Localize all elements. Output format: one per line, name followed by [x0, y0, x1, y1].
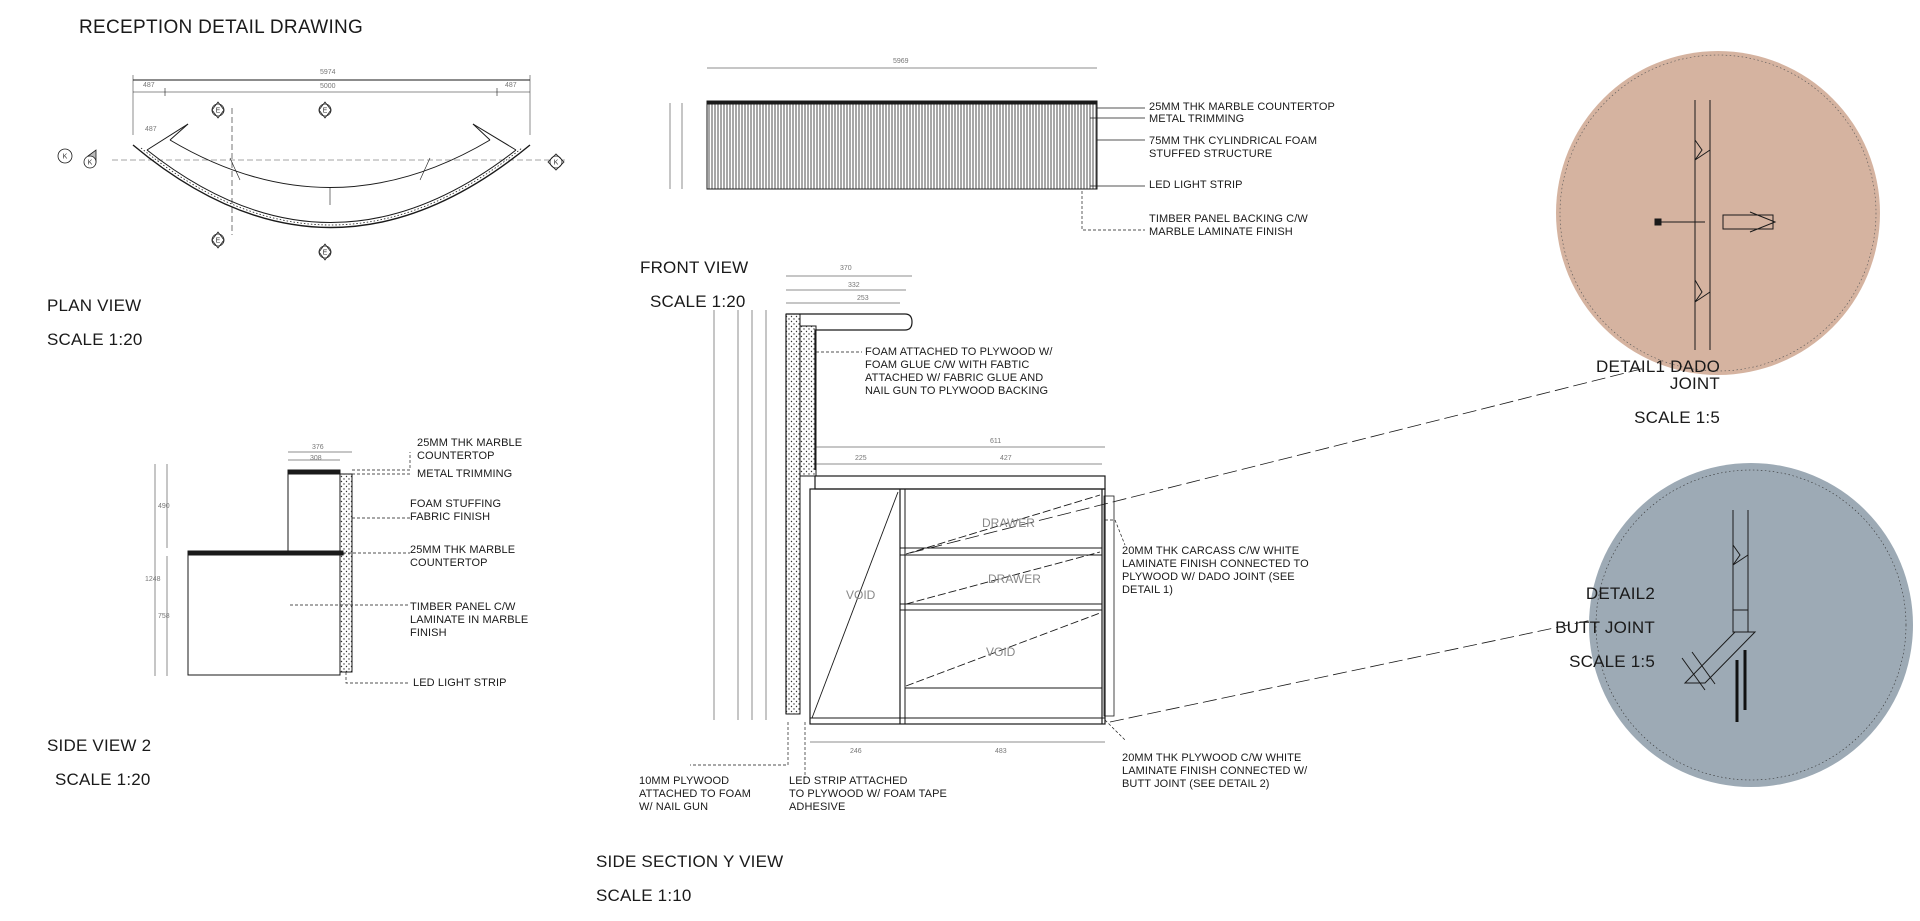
front-dim-width: 5969 — [893, 58, 909, 65]
dim-overall: 5974 — [320, 69, 336, 76]
section-marker-icon — [212, 102, 224, 118]
plan-view-name: PLAN VIEW — [47, 296, 142, 315]
dim-left: 487 — [143, 82, 155, 89]
side2-note-foam: FOAM STUFFING FABRIC FINISH — [410, 498, 502, 523]
marker-letter: E — [322, 107, 328, 115]
front-note-foam: 75MM THK CYLINDRICAL FOAM STUFFED STRUCTURE — [1149, 135, 1318, 160]
front-view-name: FRONT VIEW — [640, 258, 749, 277]
section-dim-bot2: 483 — [995, 748, 1007, 755]
side-view-2 — [155, 452, 410, 683]
detail2-name: DETAIL2 — [1585, 584, 1655, 603]
section-note-foam: FOAM ATTACHED TO PLYWOOD W/ FOAM GLUE C/W WITH FABTIC ATTACHED W/ FABRIC GLUE AND NAIL GUN TO PLYWOOD BACKING — [865, 346, 1053, 397]
side2-scale: SCALE 1:20 — [55, 770, 151, 789]
side2-note-marble: 25MM THK MARBLE COUNTERTOP — [417, 437, 523, 462]
marker-letter: E — [215, 107, 221, 115]
side2-note-led: LED LIGHT STRIP — [413, 677, 507, 689]
side-section-y — [690, 276, 1645, 778]
section-dim-d2: 332 — [848, 282, 860, 289]
section-note-10mm: 10MM PLYWOOD ATTACHED TO FOAM W/ NAIL GUN — [639, 775, 752, 813]
void-label-2: VOID — [986, 645, 1016, 659]
section-marker-icon — [212, 232, 224, 248]
drawer-label-2: DRAWER — [988, 572, 1041, 586]
section-note-led: LED STRIP ATTACHED TO PLYWOOD W/ FOAM TAPE ADHESIVE — [789, 775, 947, 813]
front-view-scale: SCALE 1:20 — [650, 292, 746, 311]
section-dim-top: 370 — [840, 265, 852, 272]
front-note-marble: 25MM THK MARBLE COUNTERTOP — [1149, 101, 1335, 113]
section-name: SIDE SECTION Y VIEW — [596, 852, 784, 871]
plan-view-scale: SCALE 1:20 — [47, 330, 143, 349]
side2-dim-top: 376 — [312, 444, 324, 451]
plan-view — [112, 75, 565, 235]
marker-letter: K — [553, 159, 559, 167]
front-note-metal: METAL TRIMMING — [1149, 113, 1245, 125]
section-note-carcass: 20MM THK CARCASS C/W WHITE LAMINATE FINISH CONNECTED TO PLYWOOD W/ DADO JOINT (SEE DETAIL 1) — [1122, 545, 1309, 596]
front-note-led: LED LIGHT STRIP — [1149, 179, 1243, 191]
detail1-label — [1550, 341, 1720, 443]
section-scale: SCALE 1:10 — [596, 886, 692, 905]
detail1-circle — [1556, 51, 1880, 375]
drawer-label-1: DRAWER — [982, 516, 1035, 530]
side2-note-timber: TIMBER PANEL C/W LAMINATE IN MARBLE FINISH — [410, 601, 529, 639]
section-dim-b: 427 — [1000, 455, 1012, 462]
marker-letter: K — [62, 153, 68, 161]
dim-seg: 487 — [145, 126, 157, 133]
detail1-name: DETAIL1 DADO JOINT — [1596, 357, 1720, 393]
side2-note-marble2: 25MM THK MARBLE COUNTERTOP — [410, 544, 516, 569]
page-title: RECEPTION DETAIL DRAWING — [79, 17, 364, 38]
marker-letter: K — [87, 159, 93, 167]
marker-letter: E — [322, 249, 328, 257]
front-note-timber: TIMBER PANEL BACKING C/W MARBLE LAMINATE FINISH — [1149, 213, 1308, 238]
detail2-sub: BUTT JOINT — [1555, 618, 1655, 637]
detail1-scale: SCALE 1:5 — [1634, 408, 1720, 427]
section-dim-a: 225 — [855, 455, 867, 462]
side2-dim-h1: 490 — [158, 503, 170, 510]
detail1-fill — [1556, 51, 1880, 375]
void-label-1: VOID — [846, 588, 876, 602]
plan-markers — [58, 102, 564, 260]
front-view-label — [640, 242, 748, 327]
plan-view-label — [47, 280, 143, 365]
side2-dim-h2: 1248 — [145, 576, 161, 583]
side2-name: SIDE VIEW 2 — [47, 736, 152, 755]
side2-dim-h3: 758 — [158, 613, 170, 620]
marker-letter: E — [215, 237, 221, 245]
dim-inner: 5000 — [320, 83, 336, 90]
section-note-plywood: 20MM THK PLYWOOD C/W WHITE LAMINATE FINISH CONNECTED W/ BUTT JOINT (SEE DETAIL 2) — [1122, 752, 1308, 790]
section-dim-d3: 253 — [857, 295, 869, 302]
detail2-label — [1540, 568, 1655, 687]
section-marker-icon — [84, 156, 96, 168]
section-label — [596, 836, 783, 921]
section-dim-mid: 611 — [990, 438, 1002, 445]
side2-label — [47, 720, 151, 805]
side2-note-metal: METAL TRIMMING — [417, 468, 513, 480]
section-marker-icon — [548, 154, 564, 170]
dim-right: 487 — [505, 82, 517, 89]
side2-dim-top2: 308 — [310, 455, 322, 462]
section-marker-icon — [319, 102, 331, 118]
front-view — [670, 68, 1145, 230]
section-marker-icon — [319, 244, 331, 260]
detail2-scale: SCALE 1:5 — [1569, 652, 1655, 671]
section-dim-bot1: 246 — [850, 748, 862, 755]
